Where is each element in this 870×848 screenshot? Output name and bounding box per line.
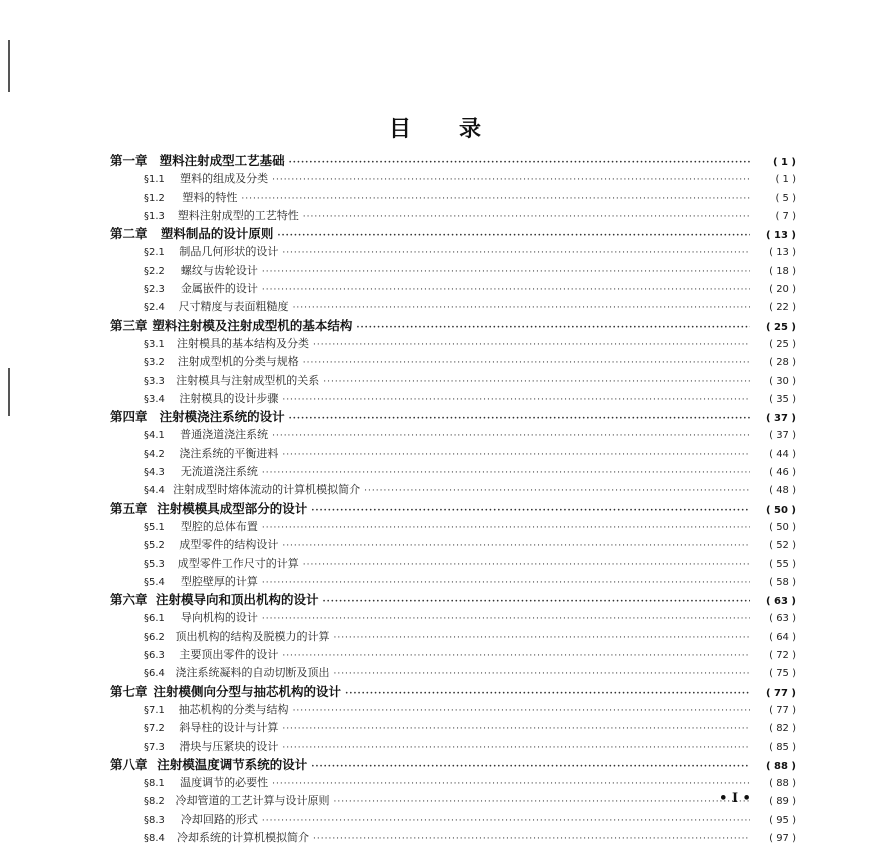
section-page-ref: ( 63 ) [769,613,796,625]
toc-section-entry[interactable] [110,774,796,792]
chapter-page-ref: ( 63 ) [765,596,796,608]
dot-leader [322,593,750,611]
section-page-ref: ( 37 ) [769,430,796,442]
dot-leader [313,336,750,354]
section-number: §8.1 [144,778,165,790]
chapter-title: 塑料注射模及注射成型机的基本结构 [152,317,353,333]
section-number: §3.4 [144,393,165,405]
chapter-number: 第八章 [110,756,148,772]
dot-leader [345,685,750,703]
toc-chapter-entry[interactable] [110,683,796,701]
section-number: §4.3 [144,467,165,479]
section-page-ref: ( 77 ) [769,704,796,716]
dot-leader [323,373,750,391]
section-page-ref: ( 50 ) [769,521,796,533]
section-title: 冷却管道的工艺计算与设计原则 [175,794,330,808]
section-title: 注射成型机的分类与规格 [177,355,299,369]
section-page-ref: ( 48 ) [769,485,796,497]
section-title: 型腔壁厚的计算 [180,574,258,588]
section-page-ref: ( 20 ) [769,284,796,296]
dot-leader [313,830,750,848]
section-page-ref: ( 13 ) [769,247,796,259]
section-title: 抽芯机构的分类与结构 [178,702,289,716]
dot-leader [262,464,750,482]
toc-section-entry[interactable] [110,646,796,664]
chapter-number: 第六章 [110,592,148,608]
dot-leader [282,537,750,555]
toc-section-entry[interactable] [110,555,796,573]
dot-leader [303,208,750,226]
scan-edge-mark [8,40,10,92]
chapter-page-ref: ( 77 ) [765,687,796,699]
chapter-number: 第五章 [110,500,148,516]
section-page-ref: ( 44 ) [769,448,796,460]
dot-leader [272,775,750,793]
toc-section-entry[interactable] [110,829,796,847]
table-of-contents [110,152,796,847]
dot-leader [272,171,750,189]
section-number: §6.4 [144,668,165,680]
title-char: 目 [388,116,411,142]
dot-leader [272,427,750,445]
dot-leader [262,812,750,830]
section-number: §2.3 [144,284,165,296]
section-page-ref: ( 75 ) [769,668,796,680]
toc-section-entry[interactable] [110,518,796,536]
toc-section-entry[interactable] [110,390,796,408]
toc-chapter-entry[interactable] [110,756,796,774]
dot-leader [282,739,750,757]
section-number: §6.2 [144,631,165,643]
chapter-title: 注射模模具成型部分的设计 [157,500,308,516]
toc-chapter-entry[interactable] [110,317,796,335]
dot-leader [262,263,750,281]
toc-section-entry[interactable] [110,426,796,444]
chapter-number: 第二章 [110,226,148,242]
chapter-number: 第七章 [110,683,148,699]
dot-leader [277,227,750,245]
toc-section-entry[interactable] [110,609,796,627]
section-number: §1.2 [144,192,165,204]
toc-section-entry[interactable] [110,719,796,737]
title-char: 录 [459,116,482,142]
toc-chapter-entry[interactable] [110,591,796,609]
dot-leader [333,665,750,683]
section-page-ref: ( 89 ) [769,796,796,808]
chapter-number: 第三章 [110,317,148,333]
toc-section-entry[interactable] [110,701,796,719]
section-title: 螺纹与齿轮设计 [180,263,258,277]
dot-leader [289,410,750,428]
dot-leader [333,629,750,647]
section-page-ref: ( 85 ) [769,741,796,753]
toc-chapter-entry[interactable] [110,500,796,518]
section-number: §8.2 [144,796,165,808]
section-number: §5.1 [144,521,165,533]
dot-leader [282,647,750,665]
section-number: §2.2 [144,265,165,277]
section-title: 斜导柱的设计与计算 [179,721,279,735]
section-title: 导向机构的设计 [180,611,258,625]
dot-leader [262,574,750,592]
section-number: §1.1 [144,174,165,186]
section-number: §8.4 [144,832,165,844]
toc-chapter-entry[interactable] [110,152,796,170]
section-number: §1.3 [144,210,165,222]
toc-section-entry[interactable] [110,738,796,756]
dot-leader [311,758,750,776]
page-number: • I • [719,791,751,806]
dot-leader [293,299,750,317]
section-title: 制品几何形状的设计 [179,245,279,259]
section-page-ref: ( 88 ) [769,778,796,790]
toc-section-entry[interactable] [110,335,796,353]
toc-chapter-entry[interactable] [110,408,796,426]
dot-leader [333,793,750,811]
toc-section-entry[interactable] [110,262,796,280]
section-title: 浇注系统的平衡进料 [179,446,279,460]
section-number: §4.2 [144,448,165,460]
section-number: §7.3 [144,741,165,753]
chapter-number: 第一章 [110,153,148,168]
section-number: §2.1 [144,247,165,259]
section-page-ref: ( 30 ) [769,375,796,387]
section-title: 冷却系统的计算机模拟简介 [177,830,310,844]
section-number: §3.1 [144,338,165,350]
section-page-ref: ( 5 ) [775,192,796,204]
section-title: 滑块与压紧块的设计 [179,739,279,753]
dot-leader [262,519,750,537]
dot-leader [289,154,750,172]
section-page-ref: ( 72 ) [769,650,796,662]
dot-leader [262,610,750,628]
section-title: 塑料的特性 [182,190,238,204]
toc-section-entry[interactable] [110,628,796,646]
toc-section-entry[interactable] [110,170,796,188]
section-page-ref: ( 58 ) [769,576,796,588]
chapter-title: 注射模导向和顶出机构的设计 [155,592,319,608]
section-page-ref: ( 28 ) [769,357,796,369]
section-title: 塑料注射成型的工艺特性 [177,208,299,222]
dot-leader [282,244,750,262]
dot-leader [282,720,750,738]
section-title: 注射成型时熔体流动的计算机模拟简介 [173,483,361,497]
section-number: §5.2 [144,540,165,552]
scan-edge-mark [8,368,10,416]
section-number: §7.2 [144,723,165,735]
toc-chapter-entry[interactable] [110,225,796,243]
toc-section-entry[interactable] [110,207,796,225]
toc-section-entry[interactable] [110,445,796,463]
chapter-title: 注射模温度调节系统的设计 [157,756,308,772]
section-title: 温度调节的必要性 [180,776,269,790]
section-number: §3.3 [144,375,165,387]
section-page-ref: ( 64 ) [769,631,796,643]
toc-section-entry[interactable] [110,664,796,682]
section-title: 塑料的组成及分类 [180,172,269,186]
section-page-ref: ( 95 ) [769,814,796,826]
section-number: §7.1 [144,704,165,716]
section-title: 注射模具的基本结构及分类 [177,336,310,350]
toc-section-entry[interactable] [110,811,796,829]
chapter-title: 注射模浇注系统的设计 [159,409,285,425]
dot-leader [303,556,750,574]
dot-leader [364,482,750,500]
chapter-title: 塑料注射成型工艺基础 [159,153,285,168]
section-title: 浇注系统凝料的自动切断及顶出 [175,666,330,680]
section-page-ref: ( 35 ) [769,393,796,405]
section-title: 冷却回路的形式 [180,812,258,826]
chapter-page-ref: ( 50 ) [765,504,796,516]
chapter-page-ref: ( 25 ) [765,321,796,333]
chapter-page-ref: ( 1 ) [772,157,796,168]
dot-leader [303,354,750,372]
toc-section-entry[interactable] [110,353,796,371]
section-title: 顶出机构的结构及脱模力的计算 [175,629,330,643]
chapter-title: 塑料制品的设计原则 [160,226,274,242]
toc-section-entry[interactable] [110,481,796,499]
section-number: §6.3 [144,650,165,662]
page-title [0,112,870,143]
toc-section-entry[interactable] [110,792,796,810]
section-title: 尺寸精度与表面粗糙度 [178,300,289,314]
toc-section-entry[interactable] [110,463,796,481]
section-title: 注射模具的设计步骤 [179,391,279,405]
chapter-title: 注射模侧向分型与抽芯机构的设计 [153,683,342,699]
chapter-page-ref: ( 13 ) [765,230,796,242]
section-title: 注射模具与注射成型机的关系 [176,373,320,387]
section-number: §2.4 [144,302,165,314]
section-page-ref: ( 97 ) [769,832,796,844]
section-page-ref: ( 18 ) [769,265,796,277]
dot-leader [356,319,750,337]
section-title: 主要顶出零件的设计 [179,648,279,662]
section-page-ref: ( 22 ) [769,302,796,314]
section-number: §5.3 [144,558,165,570]
section-page-ref: ( 52 ) [769,540,796,552]
section-number: §6.1 [144,613,165,625]
section-number: §3.2 [144,357,165,369]
section-page-ref: ( 25 ) [769,338,796,350]
section-title: 成型零件的结构设计 [179,538,279,552]
section-page-ref: ( 55 ) [769,558,796,570]
dot-leader [311,502,750,520]
toc-section-entry[interactable] [110,243,796,261]
toc-section-entry[interactable] [110,536,796,554]
section-number: §4.1 [144,430,165,442]
chapter-page-ref: ( 88 ) [765,760,796,772]
dot-leader [293,702,750,720]
section-title: 成型零件工作尺寸的计算 [177,556,299,570]
toc-section-entry[interactable] [110,372,796,390]
section-page-ref: ( 7 ) [775,210,796,222]
toc-section-entry[interactable] [110,189,796,207]
section-page-ref: ( 82 ) [769,723,796,735]
dot-leader [241,190,750,208]
chapter-number: 第四章 [110,409,148,425]
section-title: 普通浇道浇注系统 [180,428,269,442]
section-page-ref: ( 46 ) [769,467,796,479]
section-title: 无流道浇注系统 [180,465,258,479]
section-page-ref: ( 1 ) [775,174,796,186]
section-number: §4.4 [144,485,165,497]
dot-leader [282,446,750,464]
section-title: 金属嵌件的设计 [180,282,258,296]
section-number: §5.4 [144,576,165,588]
chapter-page-ref: ( 37 ) [765,413,796,425]
toc-section-entry[interactable] [110,298,796,316]
toc-section-entry[interactable] [110,280,796,298]
section-title: 型腔的总体布置 [180,519,258,533]
toc-section-entry[interactable] [110,573,796,591]
section-number: §8.3 [144,814,165,826]
dot-leader [282,391,750,409]
dot-leader [262,281,750,299]
